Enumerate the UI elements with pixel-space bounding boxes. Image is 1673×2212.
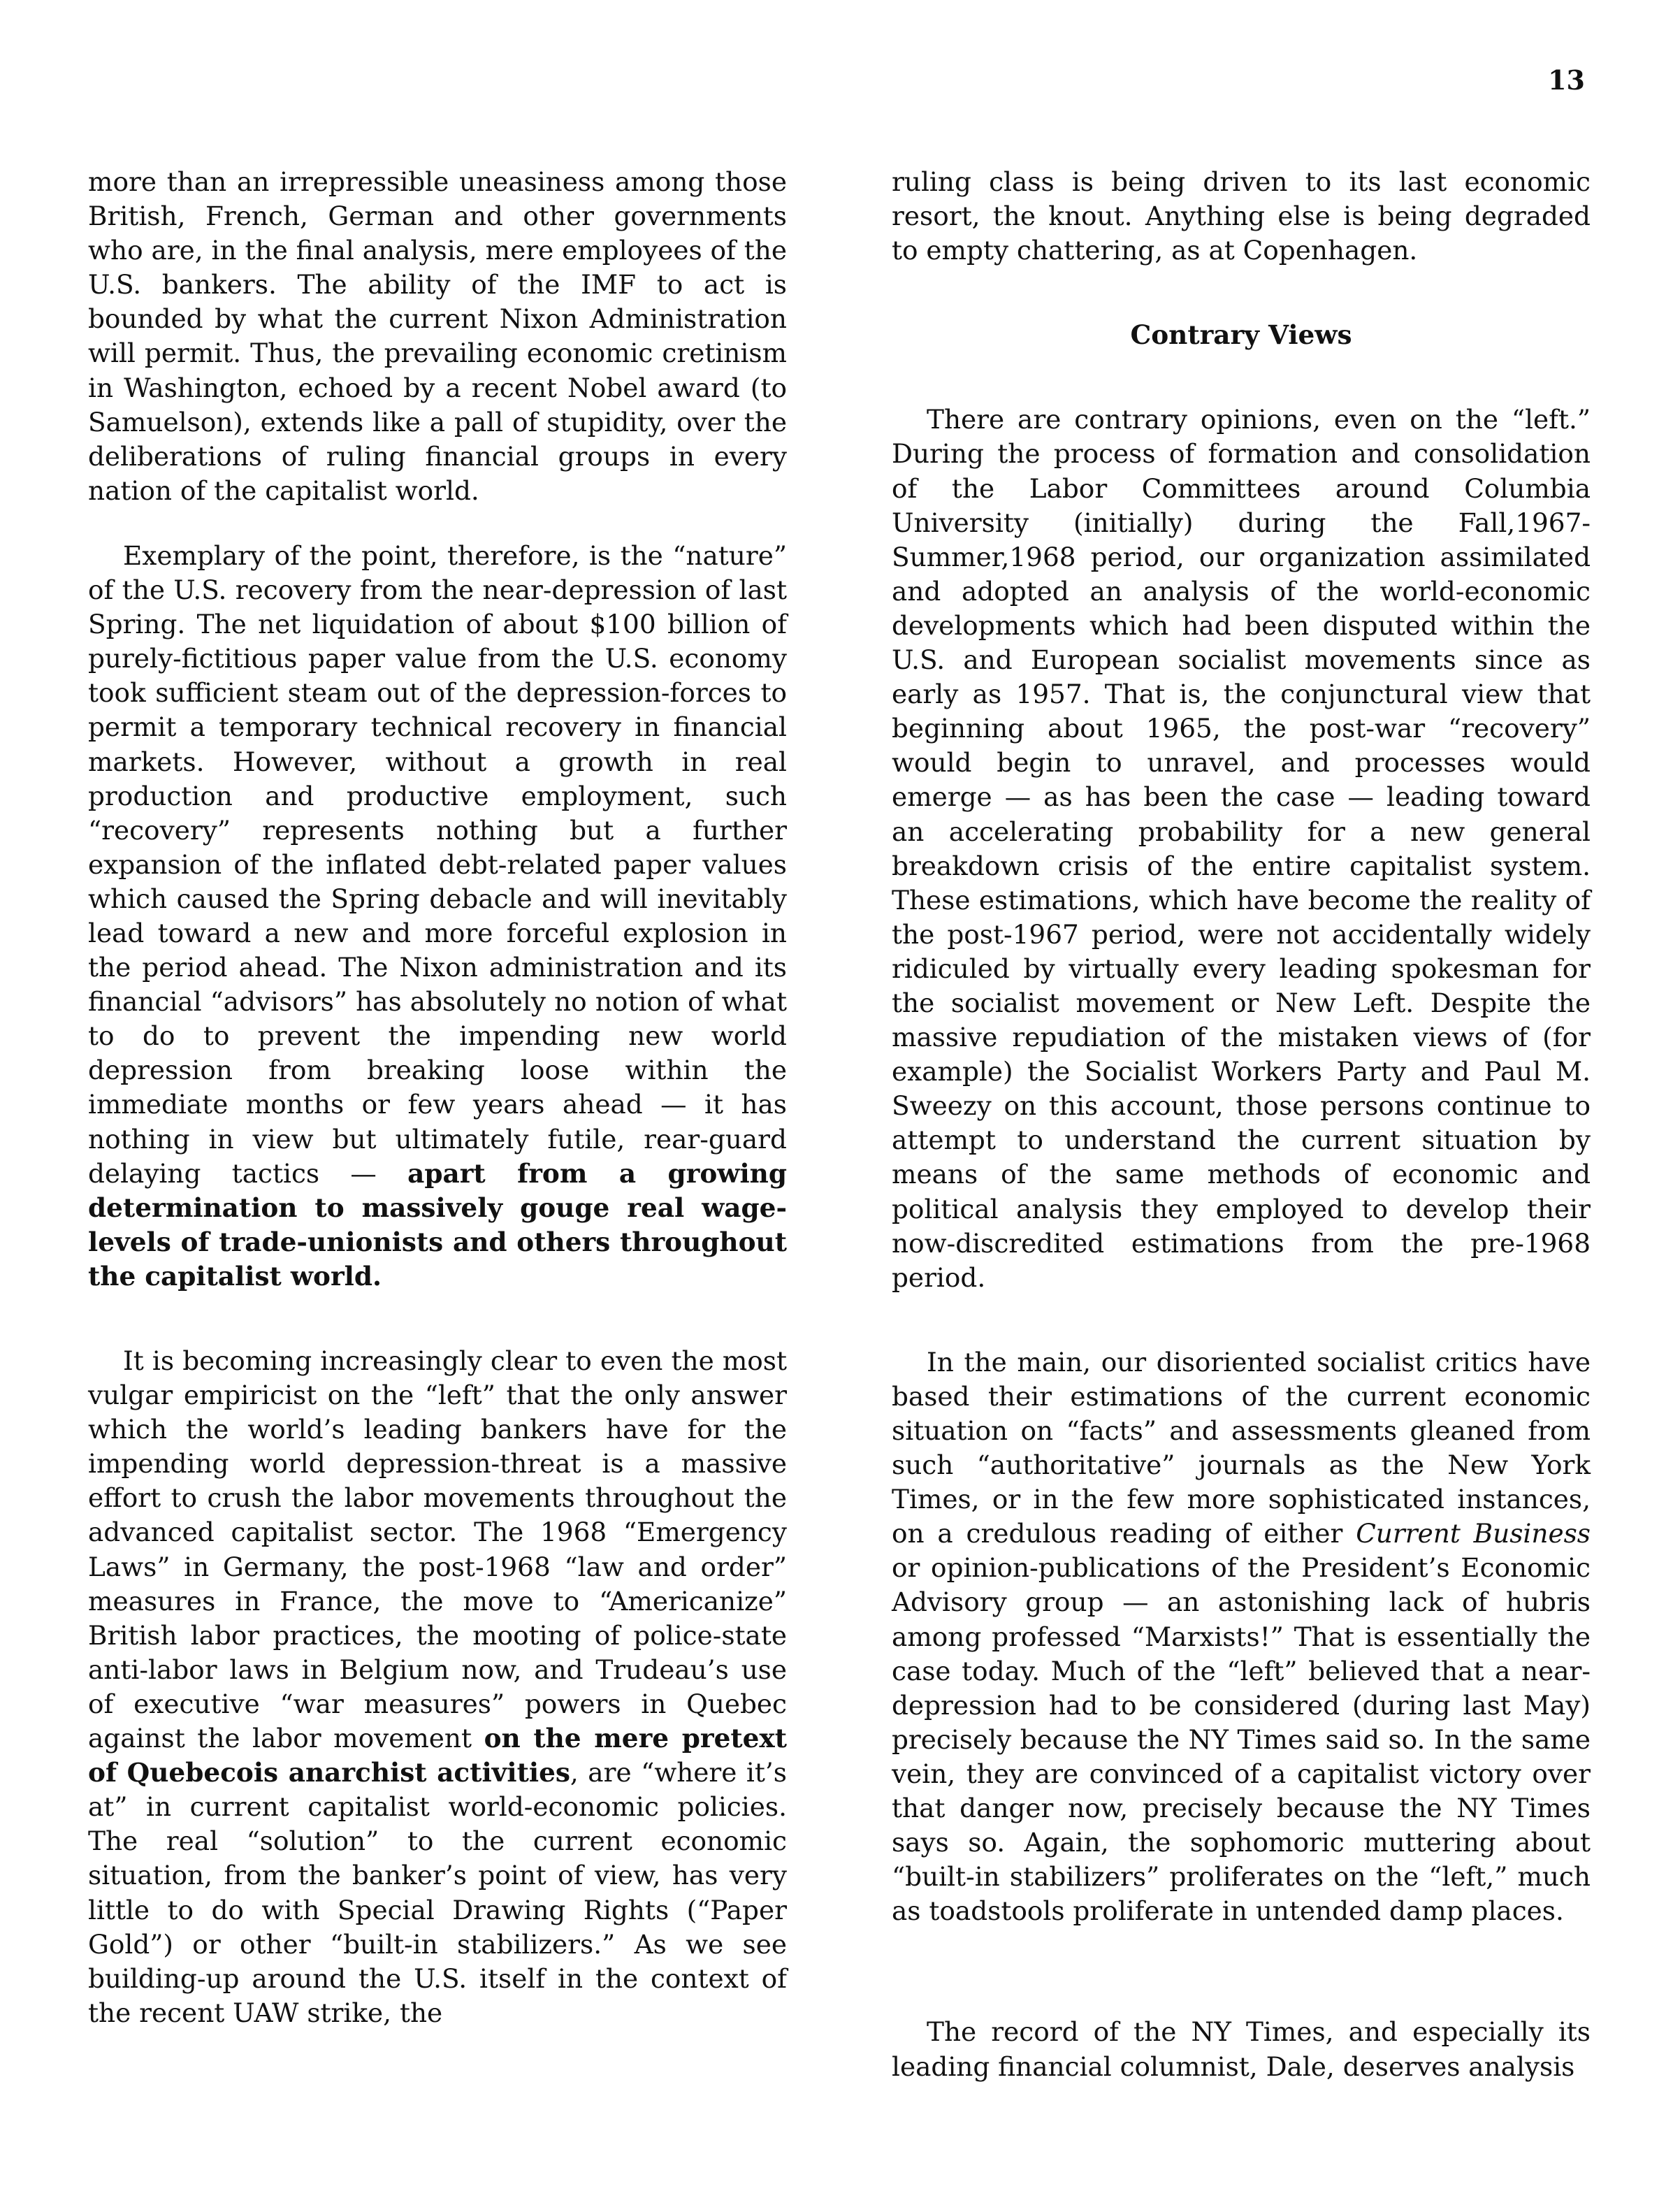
right-column	[892, 165, 1591, 2084]
right-paragraph-4: The record of the NY Times, and especially its leading financial columnist, Dale, deserves analysis	[892, 2016, 1591, 2082]
left-column	[88, 165, 787, 2030]
left-paragraph-3	[88, 1344, 787, 2030]
left-paragraph-3-text-a: It is becoming increasingly clear to even the most vulgar empiricist on the “left” that the only answer which the world’s leading bankers have for the impending world depression-threat is a massive effort to crush the labor movements throughout the advanced capitalist sector. The 1968 “Emergency Laws” in Germany, the post-1968 “law and order” measures in France, the move to “Americanize” British labor practices, the mooting of police-state anti-labor laws in Belgium now, and Trudeau’s use of executive “war measures” powers in Quebec against the labor movement	[88, 1345, 787, 1754]
left-paragraph-3-bold: on the mere pretext of Quebecois anarchist activities	[88, 1723, 787, 1788]
right-paragraph-2: There are contrary opinions, even on the “left.” During the process of formation and consolidation of the Labor Committees around Columbia University (initially) during the Fall,1967-Summer,1968 period, our organization assimilated and adopted an analysis of the world-economic developments which had been disputed within the U.S. and European socialist movements since as early as 1957. That is, the conjunctural view that beginning about 1965, the post-war “recovery” would begin to unravel, and processes would emerge — as has been the case — leading toward an accelerating probability for a new general breakdown crisis of the entire capitalist system. These estimations, which have become the reality of the post-1967 period, were not accidentally widely ridiculed by virtually every leading spokesman for the socialist movement or New Left. Despite the massive repudiation of the mistaken views of (for example) the Socialist Workers Party and Paul M. Sweezy on this account, those persons continue to attempt to understand the current situation by means of the same methods of economic and political analysis they employed to develop their now-discredited estimations from the pre-1968 period.	[892, 404, 1591, 1293]
right-paragraph-3-text-b: or opinion-publications of the President’s Economic Advisory group — an astonishing lack of hubris among professed “Marxists!” That is essentially the case today. Much of the “left” believed that a near-depression had to be considered (during last May) precisely because the NY Times said so. In the same vein, they are convinced of a capitalist victory over that danger now, precisely because the NY Times says so. Again, the sophomoric muttering about “built-in stabilizers” proliferates on the “left,” much as toadstools proliferate in untended damp places.	[892, 1552, 1591, 1927]
right-paragraph-1: ruling class is being driven to its last economic resort, the knout. Anything else is being degraded to empty chattering, as at Copenhagen.	[892, 166, 1591, 266]
left-paragraph-3-text-b: , are “where it’s at” in current capitalist world-economic policies. The real “solution” to the current economic situation, from the banker’s point of view, has very little to do with Special Drawing Rights (“Paper Gold”) or other “built-in stabilizers.” As we see building-up around the U.S. itself in the context of the recent UAW strike, the	[88, 1757, 787, 2028]
left-paragraph-2-bold: apart from a growing determination to massively gouge real wage-levels of trade-unionists and others throughout the capitalist world.	[88, 1157, 788, 1292]
right-paragraph-3	[892, 1345, 1591, 1929]
right-paragraph-3-text-a: In the main, our disoriented socialist critics have based their estimations of the current economic situation on “facts” and assessments gleaned from such “authoritative” journals as the New York Times, or in the few more sophisticated instances, on a credulous reading of either	[892, 1346, 1591, 1549]
left-paragraph-1: more than an irrepressible uneasiness among those British, French, German and other governments who are, in the final analysis, mere employees of the U.S. bankers. The ability of the IMF to act is bounded by what the current Nixon Administration will permit. Thus, the prevailing economic cretinism in Washington, echoed by a recent Nobel award (to Samuelson), extends like a pall of stupidity, over the deliberations of ruling financial groups in every nation of the capitalist world.	[88, 166, 787, 506]
left-paragraph-2-text: Exemplary of the point, therefore, is the “nature” of the U.S. recovery from the near-depression of last Spring. The net liquidation of about $100 billion of purely-fictitious paper value from the U.S. economy took sufficient steam out of the depression-forces to permit a temporary technical recovery in financial markets. However, without a growth in real production and productive employment, such “recovery” represents nothing but a further expansion of the inflated debt-related paper values which caused the Spring debacle and will inevitably lead toward a new and more forceful explosion in the period ahead. The Nixon administration and its financial “advisors” has absolutely no notion of what to do to prevent the impending new world depression from breaking loose within the immediate months or few years ahead — it has nothing in view but ultimately futile, rear-guard delaying tactics —	[88, 540, 787, 1189]
page-number: 13	[1548, 64, 1585, 96]
right-paragraph-3-italic: Current Business	[1356, 1518, 1591, 1549]
section-heading: Contrary Views	[1130, 319, 1352, 351]
left-paragraph-2	[88, 539, 787, 1294]
